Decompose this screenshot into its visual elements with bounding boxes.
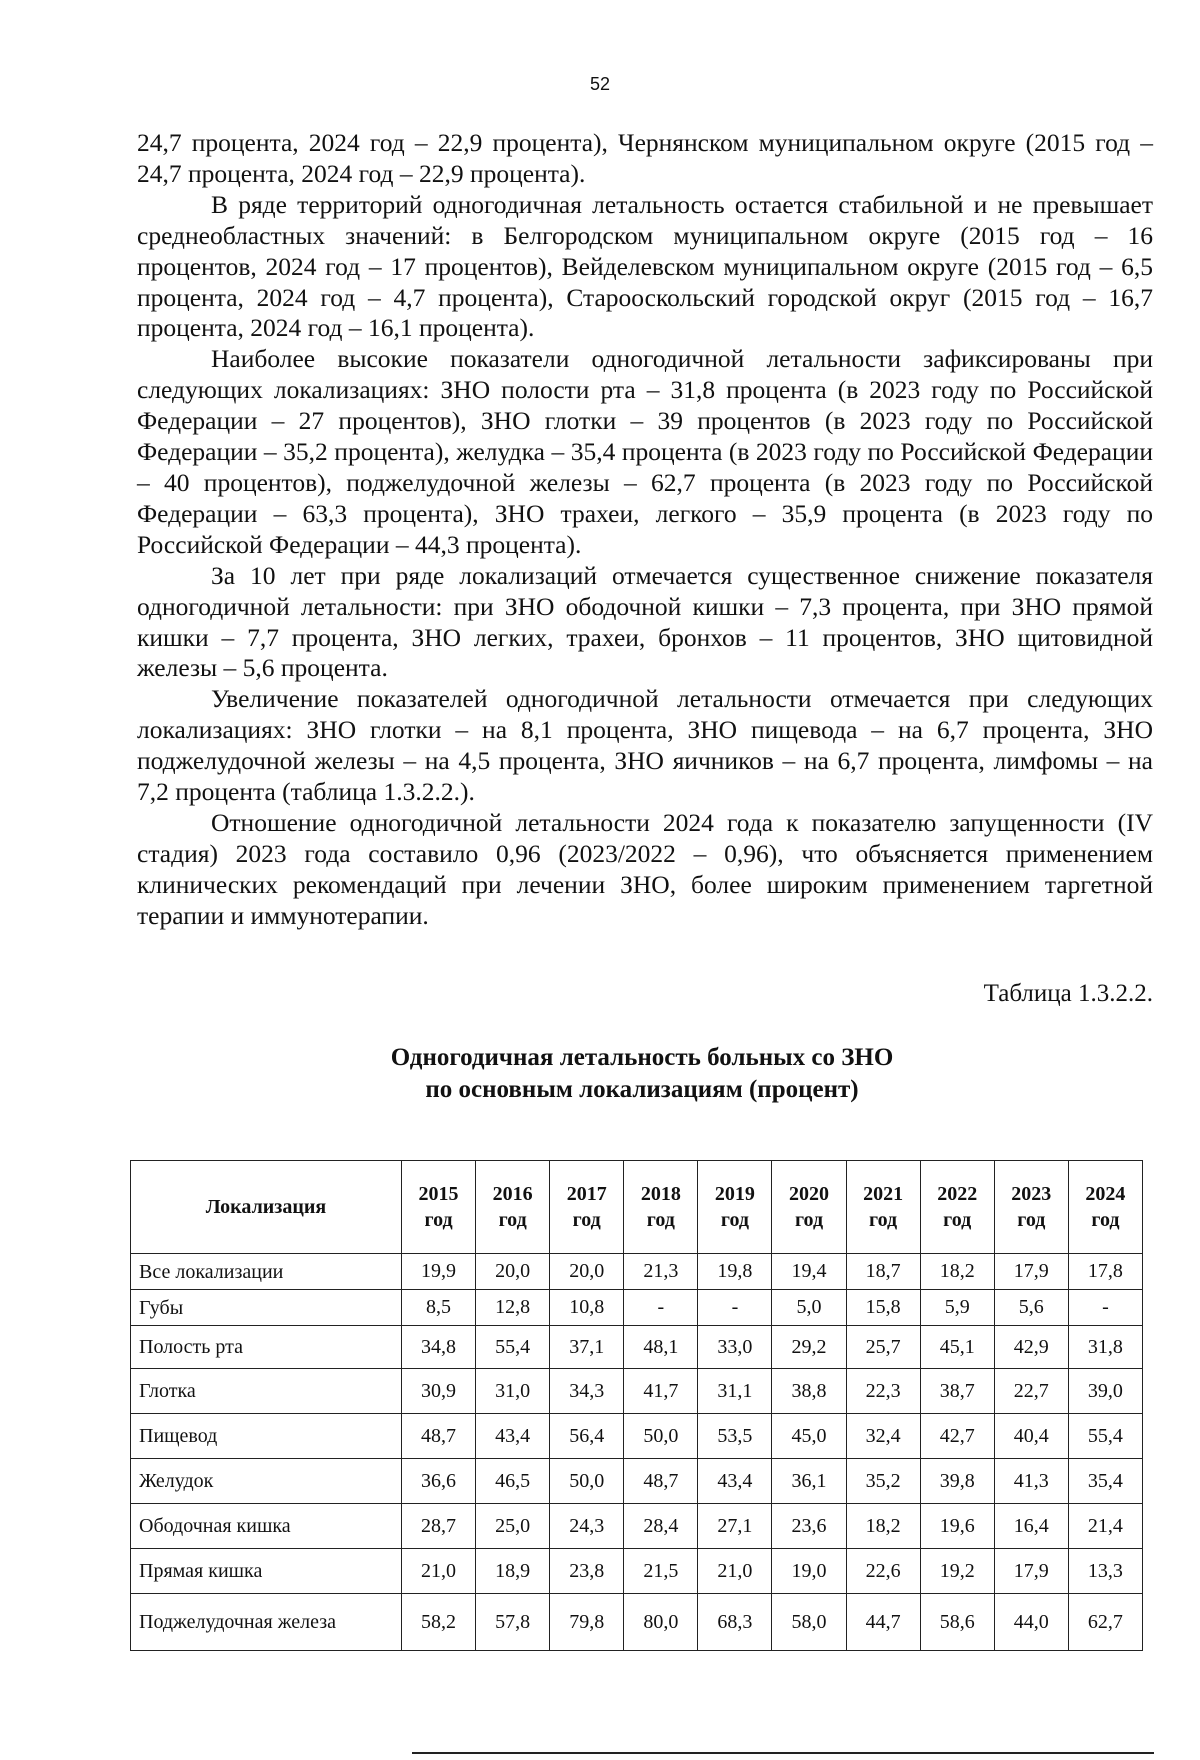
cell-value-2022: 19,6 (920, 1504, 994, 1549)
cell-value-2018: 48,1 (624, 1326, 698, 1369)
table-row (131, 1290, 1143, 1326)
cell-value-2024: 17,8 (1068, 1254, 1142, 1290)
cell-value-2023: 17,9 (994, 1254, 1068, 1290)
cell-value-2017: 79,8 (550, 1594, 624, 1651)
cell-value-2023: 44,0 (994, 1594, 1068, 1651)
cell-value-2017: 20,0 (550, 1254, 624, 1290)
header-year-2015: 2015 год (402, 1161, 476, 1254)
cell-value-2015: 34,8 (402, 1326, 476, 1369)
cell-value-2016: 20,0 (476, 1254, 550, 1290)
cell-value-2023: 17,9 (994, 1549, 1068, 1594)
cell-value-2015: 19,9 (402, 1254, 476, 1290)
cell-value-2021: 44,7 (846, 1594, 920, 1651)
row-localization: Глотка (131, 1369, 402, 1414)
cell-value-2018: 41,7 (624, 1369, 698, 1414)
cell-value-2018: - (624, 1290, 698, 1326)
cell-value-2020: 5,0 (772, 1290, 846, 1326)
cell-value-2019: 31,1 (698, 1369, 772, 1414)
cell-value-2022: 5,9 (920, 1290, 994, 1326)
header-year-2016: 2016 год (476, 1161, 550, 1254)
row-localization: Полость рта (131, 1326, 402, 1369)
table-label: Таблица 1.3.2.2. (983, 980, 1153, 1007)
table-title-line-2: по основным локализациям (процент) (425, 1076, 859, 1103)
cell-value-2024: 31,8 (1068, 1326, 1142, 1369)
cell-value-2020: 23,6 (772, 1504, 846, 1549)
cell-value-2020: 19,0 (772, 1549, 846, 1594)
table-title (0, 1042, 1200, 1106)
cell-value-2021: 18,7 (846, 1254, 920, 1290)
cell-value-2019: - (698, 1290, 772, 1326)
cell-value-2016: 31,0 (476, 1369, 550, 1414)
cell-value-2017: 10,8 (550, 1290, 624, 1326)
header-year-2017: 2017 год (550, 1161, 624, 1254)
body-text (137, 128, 1153, 932)
cell-value-2021: 15,8 (846, 1290, 920, 1326)
cell-value-2022: 58,6 (920, 1594, 994, 1651)
row-localization: Все локализации (131, 1254, 402, 1290)
row-localization: Прямая кишка (131, 1549, 402, 1594)
cell-value-2018: 28,4 (624, 1504, 698, 1549)
table-row (131, 1459, 1143, 1504)
cell-value-2020: 45,0 (772, 1414, 846, 1459)
cell-value-2019: 33,0 (698, 1326, 772, 1369)
cell-value-2023: 16,4 (994, 1504, 1068, 1549)
table-row (131, 1504, 1143, 1549)
table-row (131, 1369, 1143, 1414)
cell-value-2024: 13,3 (1068, 1549, 1142, 1594)
cell-value-2023: 5,6 (994, 1290, 1068, 1326)
bottom-divider (412, 1752, 1154, 1754)
cell-value-2020: 36,1 (772, 1459, 846, 1504)
cell-value-2021: 35,2 (846, 1459, 920, 1504)
page-number: 52 (589, 74, 611, 94)
cell-value-2017: 34,3 (550, 1369, 624, 1414)
cell-value-2022: 19,2 (920, 1549, 994, 1594)
cell-value-2016: 55,4 (476, 1326, 550, 1369)
cell-value-2019: 21,0 (698, 1549, 772, 1594)
cell-value-2021: 22,3 (846, 1369, 920, 1414)
cell-value-2019: 53,5 (698, 1414, 772, 1459)
cell-value-2018: 21,3 (624, 1254, 698, 1290)
cell-value-2021: 18,2 (846, 1504, 920, 1549)
cell-value-2015: 28,7 (402, 1504, 476, 1549)
cell-value-2021: 25,7 (846, 1326, 920, 1369)
paragraph-5: Увеличение показателей одногодичной летальности отмечается при следующих локализациях: ЗНО глотки – на 8,1 процента, ЗНО пищевода – на 6,7 процента, ЗНО поджелудочной железы – на 4,5 процента, ЗНО яичников – на 6,7 процента, лимфомы – на 7,2 процента (таблица 1.3.2.2.). (137, 684, 1153, 807)
header-year-2022: 2022 год (920, 1161, 994, 1254)
cell-value-2019: 43,4 (698, 1459, 772, 1504)
header-year-2021: 2021 год (846, 1161, 920, 1254)
cell-value-2015: 58,2 (402, 1594, 476, 1651)
table-row (131, 1549, 1143, 1594)
cell-value-2023: 42,9 (994, 1326, 1068, 1369)
header-year-2024: 2024 год (1068, 1161, 1142, 1254)
paragraph-6: Отношение одногодичной летальности 2024 года к показателю запущенности (IV стадия) 2023 года составило 0,96 (2023/2022 – 0,96), что объясняется применением клинических рекомендаций при лечении ЗНО, более широким применением таргетной терапии и иммунотерапии. (137, 807, 1153, 930)
cell-value-2015: 30,9 (402, 1369, 476, 1414)
cell-value-2024: 55,4 (1068, 1414, 1142, 1459)
cell-value-2017: 56,4 (550, 1414, 624, 1459)
table-row (131, 1594, 1143, 1651)
cell-value-2018: 21,5 (624, 1549, 698, 1594)
cell-value-2022: 39,8 (920, 1459, 994, 1504)
paragraph-2: В ряде территорий одногодичная летальность остается стабильной и не превышает среднеобластных значений: в Белгородском муниципальном округе (2015 год – 16 процентов, 2024 год – 17 процентов), Вейделевском муниципальном округе (2015 год – 6,5 процента, 2024 год – 4,7 процента), Старооскольский городской округ (2015 год – 16,7 процента, 2024 год – 16,1 процента). (137, 189, 1153, 343)
cell-value-2020: 38,8 (772, 1369, 846, 1414)
header-localization: Локализация (131, 1161, 402, 1254)
cell-value-2016: 25,0 (476, 1504, 550, 1549)
cell-value-2018: 80,0 (624, 1594, 698, 1651)
cell-value-2020: 19,4 (772, 1254, 846, 1290)
cell-value-2015: 36,6 (402, 1459, 476, 1504)
header-year-2020: 2020 год (772, 1161, 846, 1254)
row-localization: Поджелудочная железа (131, 1594, 402, 1651)
cell-value-2015: 8,5 (402, 1290, 476, 1326)
cell-value-2019: 27,1 (698, 1504, 772, 1549)
cell-value-2022: 18,2 (920, 1254, 994, 1290)
cell-value-2015: 21,0 (402, 1549, 476, 1594)
cell-value-2016: 18,9 (476, 1549, 550, 1594)
cell-value-2019: 19,8 (698, 1254, 772, 1290)
cell-value-2017: 23,8 (550, 1549, 624, 1594)
cell-value-2019: 68,3 (698, 1594, 772, 1651)
row-localization: Желудок (131, 1459, 402, 1504)
cell-value-2018: 48,7 (624, 1459, 698, 1504)
paragraph-3: Наиболее высокие показатели одногодичной летальности зафиксированы при следующих локализациях: ЗНО полости рта – 31,8 процента (в 2023 году по Российской Федерации – 27 процентов), ЗНО глотки – 39 процентов (в 2023 году по Российской Федерации – 35,2 процента), желудка – 35,4 процента (в 2023 году по Российской Федерации – 40 процентов), поджелудочной железы – 62,7 процента (в 2023 году по Российской Федерации – 63,3 процента), ЗНО трахеи, легкого – 35,9 процента (в 2023 году по Российской Федерации – 44,3 процента). (137, 344, 1153, 559)
table-header-row (131, 1161, 1143, 1254)
cell-value-2016: 57,8 (476, 1594, 550, 1651)
cell-value-2017: 37,1 (550, 1326, 624, 1369)
cell-value-2024: 62,7 (1068, 1594, 1142, 1651)
cell-value-2016: 46,5 (476, 1459, 550, 1504)
table-title-line-1: Одногодичная летальность больных со ЗНО (390, 1044, 894, 1071)
table-body (131, 1254, 1143, 1651)
cell-value-2016: 12,8 (476, 1290, 550, 1326)
cell-value-2021: 22,6 (846, 1549, 920, 1594)
cell-value-2017: 24,3 (550, 1504, 624, 1549)
paragraph-1: 24,7 процента, 2024 год – 22,9 процента), Чернянском муниципальном округе (2015 год – 24,7 процента, 2024 год – 22,9 процента). (137, 128, 1153, 188)
cell-value-2024: - (1068, 1290, 1142, 1326)
cell-value-2023: 41,3 (994, 1459, 1068, 1504)
cell-value-2021: 32,4 (846, 1414, 920, 1459)
table-row (131, 1326, 1143, 1369)
table-row (131, 1254, 1143, 1290)
cell-value-2022: 45,1 (920, 1326, 994, 1369)
cell-value-2020: 29,2 (772, 1326, 846, 1369)
cell-value-2018: 50,0 (624, 1414, 698, 1459)
row-localization: Пищевод (131, 1414, 402, 1459)
cell-value-2016: 43,4 (476, 1414, 550, 1459)
cell-value-2022: 42,7 (920, 1414, 994, 1459)
cell-value-2023: 40,4 (994, 1414, 1068, 1459)
row-localization: Ободочная кишка (131, 1504, 402, 1549)
table-row (131, 1414, 1143, 1459)
header-year-2023: 2023 год (994, 1161, 1068, 1254)
cell-value-2015: 48,7 (402, 1414, 476, 1459)
cell-value-2024: 21,4 (1068, 1504, 1142, 1549)
row-localization: Губы (131, 1290, 402, 1326)
cell-value-2023: 22,7 (994, 1369, 1068, 1414)
cell-value-2024: 35,4 (1068, 1459, 1142, 1504)
header-year-2019: 2019 год (698, 1161, 772, 1254)
paragraph-4: За 10 лет при ряде локализаций отмечается существенное снижение показателя одногодичной летальности: при ЗНО ободочной кишки – 7,3 процента, при ЗНО прямой кишки – 7,7 процента, ЗНО легких, трахеи, бронхов – 11 процентов, ЗНО щитовидной железы – 5,6 процента. (137, 560, 1153, 683)
cell-value-2017: 50,0 (550, 1459, 624, 1504)
cell-value-2022: 38,7 (920, 1369, 994, 1414)
header-year-2018: 2018 год (624, 1161, 698, 1254)
mortality-table (130, 1160, 1143, 1651)
cell-value-2020: 58,0 (772, 1594, 846, 1651)
cell-value-2024: 39,0 (1068, 1369, 1142, 1414)
